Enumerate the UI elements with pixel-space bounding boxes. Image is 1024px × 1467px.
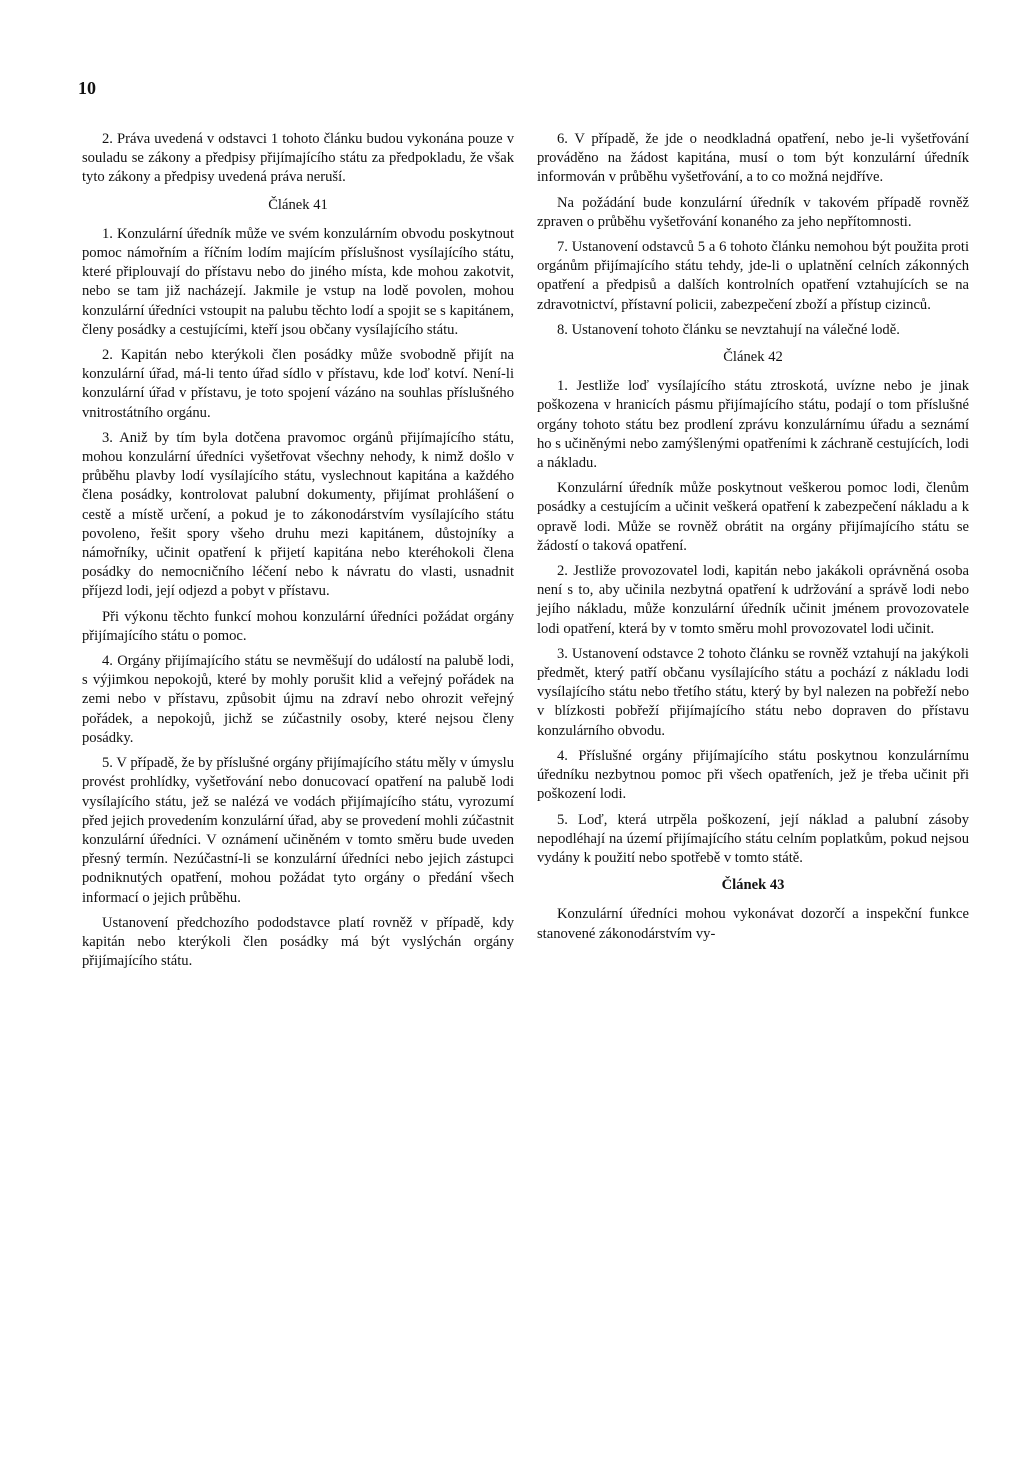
article-heading: Článek 43	[721, 877, 785, 894]
paragraph: 5. Loď, která utrpěla poškození, její náklad a palubní zásoby nepodléhají na území přijímajícího státu celním poplatkům, pokud nejsou vydány k použití nebo spotřebě v tomto státě.	[537, 811, 969, 866]
paragraph: 2. Práva uvedená v odstavci 1 tohoto článku budou vykonána pouze v souladu se zákony a předpisy přijímajícího státu za předpokladu, že však tyto zákony a předpisy uvedená práva neruší.	[82, 131, 514, 186]
paragraph: 7. Ustanovení odstavců 5 a 6 tohoto článku nemohou být použita proti orgánům přijímajícího státu tehdy, jde-li o uplatnění celních zákonných opatření a předpisů a dalších kontrolních opatření vztahujících se na zdravotnictví, přístavní policii, zabezpečení zboží a přístup cizinců.	[537, 239, 969, 313]
paragraph: 2. Jestliže provozovatel lodi, kapitán nebo jakákoli oprávněná osoba není s to, aby učinila nezbytná opatření k udržování a správě lodi nebo jejího nákladu, může konzulární úředník učinit jménem provozovatele lodi opatření, která by v tomto směru mohl provozovatel lodi učinit.	[537, 563, 969, 637]
paragraph: Při výkonu těchto funkcí mohou konzulární úředníci požádat orgány přijímajícího státu o pomoc.	[82, 608, 514, 644]
paragraph: 4. Příslušné orgány přijímajícího státu poskytnou konzulárnímu úředníku nezbytnou pomoc při všech opatřeních, jež je třeba učinit při poškození lodi.	[537, 747, 969, 803]
paragraph: 8. Ustanovení tohoto článku se nevztahují na válečné lodě.	[557, 321, 900, 338]
page-number: 10	[78, 78, 96, 98]
paragraph: Konzulární úředník může poskytnout veškerou pomoc lodi, členům posádky a cestujícím a učinit veškerá opatření k zabezpečení nákladu a k opravě lodi. Může se rovněž obrátit na orgány přijímajícího státu se žádostí o taková opatření.	[537, 480, 969, 554]
paragraph: Konzulární úředníci mohou vykonávat dozorčí a inspekční funkce stanovené zákonodárstvím vy-	[537, 906, 969, 942]
paragraph: 1. Konzulární úředník může ve svém konzulárním obvodu poskytnout pomoc námořním a říčním lodím majícím příslušnost vysílajícího státu, které připlouvají do přístavu nebo do jiného místa, kde mohou zakotvit, nebo se tam již nacházejí. Jakmile je vstup na lodě povolen, mohou konzulární úředníci vstoupit na palubu těchto lodí a spojit se s kapitánem, členy posádky a cestujícími, kteří jsou občany vysílajícího státu.	[82, 225, 514, 338]
paragraph: 6. V případě, že jde o neodkladná opatření, nebo je-li vyšetřování prováděno na žádost kapitána, musí o tom být konzulární úředník informován v průběhu vyšetřování, a to co možná nejdříve.	[537, 131, 969, 186]
paragraph: 1. Jestliže loď vysílajícího státu ztroskotá, uvízne nebo je jinak poškozena v hranicích pásmu přijímajícího státu, podají o tom příslušné orgány tohoto státu bez prodlení zprávu konzulárnímu úřadu a seznámí ho s učiněnými nebo zamýšlenými opatřeními k záchraně cestujících, lodi a nákladu.	[537, 378, 970, 472]
paragraph: 5. V případě, že by příslušné orgány přijímajícího státu měly v úmyslu provést prohlídky, vyšetřování nebo donucovací opatření na palubě lodi vysílajícího státu, jež se nalézá ve vodách přijímajícího státu, vyrozumí před jejich provedením konzulární úřad, aby se provedení mohli zúčastnit konzulární úředníci. V oznámení učiněném v tomto směru bude uveden přesný termín. Nezúčastní-li se konzulární úředníci nebo jejich zástupci podniknutých opatření, mohou požádat tyto orgány o předání všech informací o jejich průběhu.	[82, 755, 514, 906]
paragraph: 3. Ustanovení odstavce 2 tohoto článku se rovněž vztahují na jakýkoli předmět, který patří občanu vysílajícího státu a pochází z nákladu lodi vysílajícího státu nebo třetího státu, který by byl nalezen na pobřeží nebo v blízkosti pobřeží přijímajícího státu nebo dopraven do přístavu konzulárního obvodu.	[537, 645, 969, 739]
paragraph: Na požádání bude konzulární úředník v takovém případě rovněž zpraven o průběhu vyšetřování konaného za jeho nepřítomnosti.	[537, 194, 969, 230]
paragraph: 2. Kapitán nebo kterýkoli člen posádky může svobodně přijít na konzulární úřad, má-li tento úřad sídlo v přístavu, kde loď kotví. Není-li konzulární úřad v přístavu, je toto spojení vázáno na souhlas příslušného vnitrostátního orgánu.	[82, 347, 514, 421]
left-column	[82, 130, 514, 977]
paragraph: 4. Orgány přijímajícího státu se nevměšují do událostí na palubě lodi, s výjimkou nepokojů, které by mohly porušit klid a veřejný pořádek na zemi nebo v přístavu, způsobit újmu na zdraví nebo ohrozit veřejný pořádek, a nepokojů, jichž se zúčastnily osoby, které nejsou členy posádky.	[82, 653, 514, 746]
right-column	[537, 130, 969, 950]
article-heading: Článek 41	[268, 196, 328, 213]
paragraph: Ustanovení předchozího pododstavce platí rovněž v případě, kdy kapitán nebo kterýkoli člen posádky má být vyslýchán orgány přijímajícího státu.	[82, 914, 514, 970]
paragraph: 3. Aniž by tím byla dotčena pravomoc orgánů přijímajícího státu, mohou konzulární úředníci vyšetřovat všechny nehody, k nimž došlo v průběhu plavby lodí vysílajícího státu, vyslechnout kapitána a každého člena posádky, kontrolovat palubní dokumenty, přijímat prohlášení o cestě a místě určení, a pokud je to zákonodárstvím vysílajícího státu povoleno, řešit spory všeho druhu mezi kapitánem, důstojníky a námořníky, učinit opatření k přijetí kapitána nebo kteréhokoli člena posádky do nemocničního léčení nebo k návratu do vlasti, usnadnit příjezd lodi, její odjezd a pobyt v přístavu.	[82, 429, 514, 600]
article-heading: Článek 42	[723, 349, 783, 366]
